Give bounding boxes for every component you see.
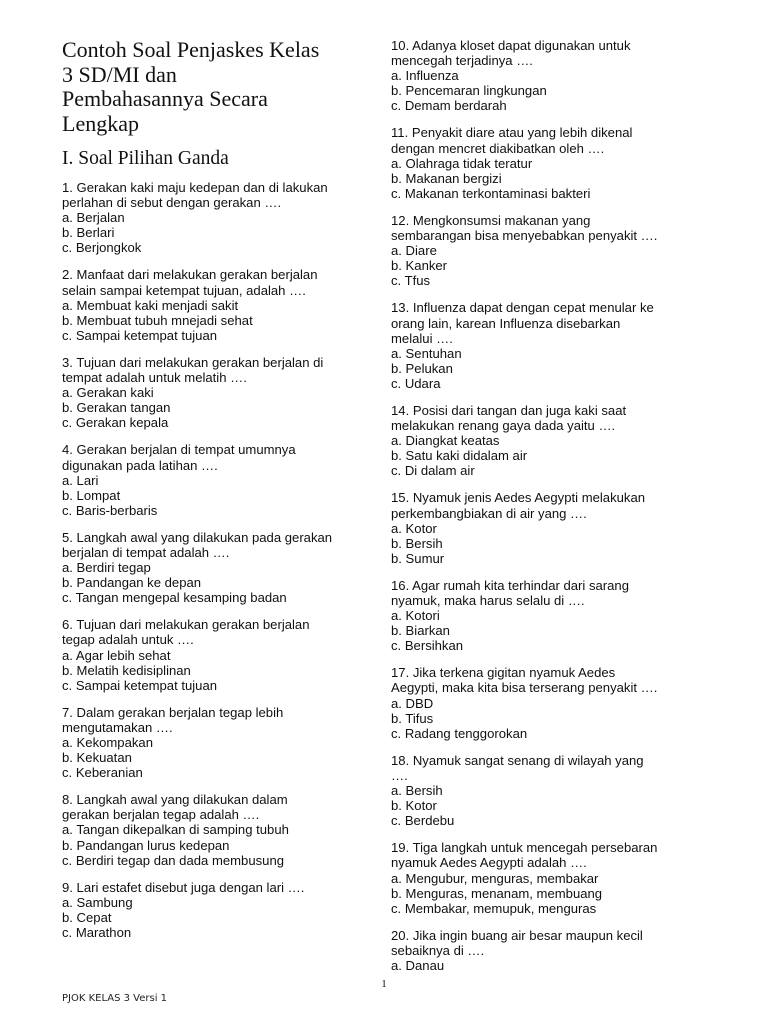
answer-option: a. Influenza	[391, 68, 459, 84]
answer-option: c. Sampai ketempat tujuan	[62, 327, 218, 343]
answer-option: a. Mengubur, menguras, membakar	[391, 870, 599, 886]
answer-option: c. Demam berdarah	[391, 98, 507, 114]
answer-option: a. Olahraga tidak teratur	[391, 155, 533, 171]
answer-option: c. Marathon	[62, 925, 132, 941]
question-item	[62, 617, 382, 692]
answer-option: b. Kekuatan	[62, 750, 132, 766]
question-text: 8. Langkah awal yang dilakukan dalam gerakan berjalan tegap adalah ….	[62, 792, 288, 823]
question-text: 17. Jika terkena gigitan nyamuk Aedes Aegypti, maka kita bisa terserang penyakit ….	[391, 665, 658, 696]
answer-options	[391, 68, 711, 113]
answer-option: b. Melatih kedisiplinan	[62, 662, 191, 678]
section-heading: I. Soal Pilihan Ganda	[62, 148, 229, 169]
answer-option: b. Makanan bergizi	[391, 170, 502, 186]
answer-options	[62, 822, 382, 867]
answer-option: c. Sampai ketempat tujuan	[62, 677, 218, 693]
answer-option: a. Berdiri tegap	[62, 560, 151, 576]
answer-option: b. Gerakan tangan	[62, 400, 171, 416]
answer-option: b. Pandangan ke depan	[62, 575, 202, 591]
question-item	[391, 300, 711, 391]
answer-option: a. Kotor	[391, 520, 437, 536]
answer-option: c. Berjongkok	[62, 240, 142, 256]
answer-option: c. Berdiri tegap dan dada membusung	[62, 852, 285, 868]
answer-option: a. Agar lebih sehat	[62, 647, 171, 663]
answer-option: c. Tfus	[391, 273, 431, 289]
answer-options	[62, 298, 382, 343]
answer-option: a. Sambung	[62, 894, 133, 910]
question-item	[62, 442, 382, 517]
question-text: 3. Tujuan dari melakukan gerakan berjalan di tempat adalah untuk melatih ….	[62, 354, 324, 386]
answer-option: a. Lari	[62, 472, 99, 488]
answer-option: b. Bersih	[391, 535, 443, 551]
answer-option: b. Satu kaki didalam air	[391, 448, 528, 464]
question-item	[391, 665, 711, 740]
question-text: 4. Gerakan berjalan di tempat umumnya digunakan pada latihan ….	[62, 442, 296, 473]
question-item	[391, 38, 711, 113]
question-item	[62, 180, 382, 255]
answer-option: b. Cepat	[62, 909, 112, 925]
answer-options	[391, 696, 711, 741]
question-text: 16. Agar rumah kita terhindar dari sarang nyamuk, maka harus selalu di ….	[391, 577, 630, 608]
question-text: 20. Jika ingin buang air besar maupun kecil sebaiknya di ….	[391, 927, 643, 958]
answer-option: a. Membuat kaki menjadi sakit	[62, 297, 239, 313]
answer-options	[391, 608, 711, 653]
answer-option: a. Sentuhan	[391, 345, 462, 361]
answer-options	[62, 648, 382, 693]
question-text: 9. Lari estafet disebut juga dengan lari ….	[62, 879, 305, 895]
question-text: 13. Influenza dapat dengan cepat menular ke orang lain, karean Influenza disebarkan melalui ….	[391, 300, 654, 346]
answer-option: c. Bersihkan	[391, 638, 464, 654]
answer-option: a. Tangan dikepalkan di samping tubuh	[62, 822, 289, 838]
answer-option: b. Pelukan	[391, 360, 453, 376]
question-item	[391, 753, 711, 828]
answer-option: b. Kanker	[391, 258, 448, 274]
left-column	[62, 38, 382, 952]
answer-option: c. Membakar, memupuk, menguras	[391, 900, 597, 916]
question-item	[62, 530, 382, 605]
question-text: 6. Tujuan dari melakukan gerakan berjalan tegap adalah untuk ….	[62, 617, 310, 648]
answer-option: b. Menguras, menanam, membuang	[391, 885, 603, 901]
answer-option: c. Udara	[391, 375, 441, 391]
question-text: 11. Penyakit diare atau yang lebih dikenal dengan mencret diakibatkan oleh ….	[391, 125, 633, 156]
answer-options	[62, 385, 382, 430]
question-item	[391, 403, 711, 478]
question-text: 19. Tiga langkah untuk mencegah persebaran nyamuk Aedes Aegypti adalah ….	[391, 840, 658, 871]
answer-option: c. Baris-berbaris	[62, 502, 158, 518]
question-text: 1. Gerakan kaki maju kedepan dan di lakukan perlahan di sebut dengan gerakan ….	[62, 180, 328, 211]
question-item	[391, 578, 711, 653]
answer-option: c. Makanan terkontaminasi bakteri	[391, 185, 591, 201]
document-title: Contoh Soal Penjaskes Kelas 3 SD/MI dan Pembahasannya Secara Lengkap	[62, 37, 320, 136]
question-item	[62, 355, 382, 430]
answer-option: a. Kotori	[391, 608, 440, 624]
question-item	[391, 840, 711, 915]
answer-option: a. Bersih	[391, 783, 443, 799]
question-text: 14. Posisi dari tangan dan juga kaki saat melakukan renang gaya dada yaitu ….	[391, 402, 627, 434]
answer-options	[62, 735, 382, 780]
answer-option: a. Kekompakan	[62, 735, 153, 750]
answer-option: b. Membuat tubuh mnejadi sehat	[62, 312, 253, 328]
answer-option: b. Pencemaran lingkungan	[391, 83, 547, 99]
answer-option: a. Diare	[391, 243, 437, 259]
answer-options	[391, 156, 711, 201]
question-item	[62, 267, 382, 342]
answer-options	[62, 560, 382, 605]
answer-option: c. Berdebu	[391, 813, 455, 829]
answer-option: a. Berjalan	[62, 210, 125, 226]
question-item	[391, 125, 711, 200]
answer-options	[391, 871, 711, 916]
question-text: 12. Mengkonsumsi makanan yang sembarangan bisa menyebabkan penyakit ….	[391, 212, 658, 244]
answer-option: c. Gerakan kepala	[62, 415, 169, 431]
answer-options	[391, 346, 711, 391]
question-text: 7. Dalam gerakan berjalan tegap lebih mengutamakan ….	[62, 704, 284, 735]
answer-options	[391, 958, 711, 973]
answer-option: a. DBD	[391, 695, 434, 711]
right-column	[391, 38, 711, 985]
answer-options	[62, 895, 382, 940]
answer-option: b. Tifus	[391, 710, 434, 726]
question-item	[62, 880, 382, 940]
page-number: 1	[381, 978, 387, 990]
question-item	[391, 213, 711, 288]
answer-option: c. Di dalam air	[391, 463, 475, 479]
answer-options	[391, 521, 711, 566]
answer-option: b. Berlari	[62, 225, 115, 241]
answer-options	[391, 243, 711, 288]
question-text: 18. Nyamuk sangat senang di wilayah yang ….	[391, 752, 644, 783]
question-text: 15. Nyamuk jenis Aedes Aegypti melakukan perkembangbiakan di air yang ….	[391, 490, 646, 521]
question-item	[391, 928, 711, 973]
answer-option: c. Radang tenggorokan	[391, 725, 528, 741]
question-list-right	[391, 38, 711, 973]
answer-option: b. Lompat	[62, 487, 121, 503]
question-text: 2. Manfaat dari melakukan gerakan berjalan selain sampai ketempat tujuan, adalah ….	[62, 267, 318, 298]
footer-text: PJOK KELAS 3 Versi 1	[62, 993, 168, 1004]
answer-option: c. Tangan mengepal kesamping badan	[62, 590, 287, 606]
answer-option: a. Diangkat keatas	[391, 433, 500, 449]
answer-option: b. Kotor	[391, 798, 437, 814]
answer-options	[391, 433, 711, 478]
question-item	[62, 792, 382, 867]
question-list-left	[62, 180, 382, 940]
answer-option: b. Sumur	[391, 550, 445, 566]
answer-option: b. Biarkan	[391, 623, 450, 639]
question-text: 5. Langkah awal yang dilakukan pada gerakan berjalan di tempat adalah ….	[62, 529, 333, 560]
answer-option: b. Pandangan lurus kedepan	[62, 837, 230, 853]
answer-options	[62, 210, 382, 255]
answer-options	[391, 783, 711, 828]
question-item	[391, 490, 711, 565]
question-text: 10. Adanya kloset dapat digunakan untuk mencegah terjadinya ….	[391, 38, 631, 69]
answer-option: a. Danau	[391, 957, 445, 973]
answer-option: c. Keberanian	[62, 765, 143, 781]
answer-option: a. Gerakan kaki	[62, 385, 154, 401]
question-item	[62, 705, 382, 780]
answer-options	[62, 473, 382, 518]
